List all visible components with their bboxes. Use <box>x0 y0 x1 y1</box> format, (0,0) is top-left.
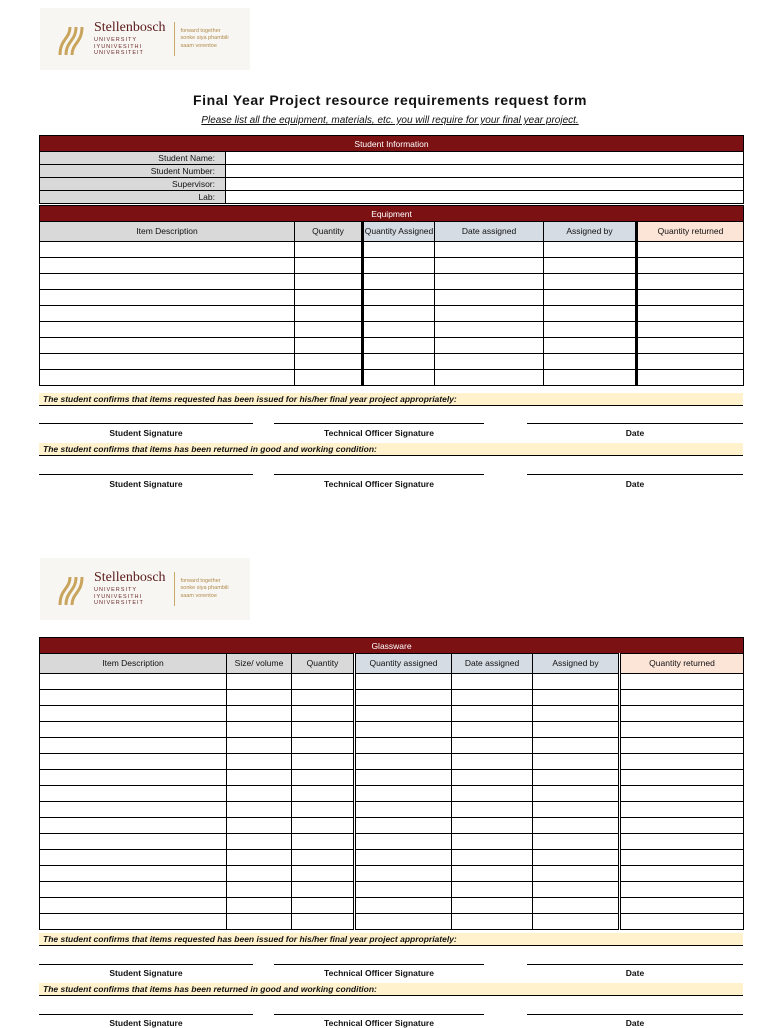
table-cell[interactable] <box>40 242 295 258</box>
table-cell[interactable] <box>544 274 637 290</box>
student-signature-label: Student Signature <box>109 1018 183 1028</box>
table-cell[interactable] <box>227 722 292 738</box>
table-cell[interactable] <box>292 690 355 706</box>
table-cell[interactable] <box>533 770 620 786</box>
table-cell[interactable] <box>355 754 452 770</box>
table-cell[interactable] <box>544 258 637 274</box>
logo-tagline: sonke siya phambili <box>180 35 229 42</box>
student-signature-label: Student Signature <box>109 428 183 438</box>
table-cell[interactable] <box>620 834 744 850</box>
student-signature-line[interactable] <box>39 1014 253 1015</box>
table-cell[interactable] <box>452 866 533 882</box>
table-cell[interactable] <box>363 274 435 290</box>
logo-sub-line: UNIVERSITEIT <box>94 600 144 607</box>
table-cell[interactable] <box>227 866 292 882</box>
col-item-description: Item Description <box>40 222 295 242</box>
officer-signature-label: Technical Officer Signature <box>324 428 434 438</box>
date-label: Date <box>625 1018 645 1028</box>
table-cell[interactable] <box>40 738 227 754</box>
table-cell[interactable] <box>620 898 744 914</box>
table-cell[interactable] <box>544 370 637 386</box>
table-row <box>40 898 744 914</box>
col-quantity: Quantity <box>295 222 363 242</box>
table-cell[interactable] <box>40 914 227 930</box>
table-cell[interactable] <box>355 882 452 898</box>
table-row <box>40 690 744 706</box>
table-cell[interactable] <box>533 898 620 914</box>
table-cell[interactable] <box>637 242 744 258</box>
table-cell[interactable] <box>227 674 292 690</box>
table-cell[interactable] <box>227 738 292 754</box>
form-title: Final Year Project resource requirements request form <box>192 92 588 108</box>
university-crest-icon <box>56 569 88 609</box>
student-number-label: Student Number: <box>40 165 226 178</box>
table-cell[interactable] <box>637 258 744 274</box>
officer-signature-line[interactable] <box>274 964 484 965</box>
table-row <box>40 786 744 802</box>
table-cell[interactable] <box>355 914 452 930</box>
logo-sub-line: IYUNIVESITHI <box>94 593 143 600</box>
table-cell[interactable] <box>363 306 435 322</box>
table-cell[interactable] <box>620 738 744 754</box>
university-crest-icon <box>56 19 88 59</box>
col-size-volume: Size/ volume <box>227 654 292 674</box>
table-cell[interactable] <box>295 370 363 386</box>
table-row <box>40 738 744 754</box>
table-cell[interactable] <box>40 882 227 898</box>
table-cell[interactable] <box>355 866 452 882</box>
table-row <box>40 354 744 370</box>
table-cell[interactable] <box>295 306 363 322</box>
table-cell[interactable] <box>544 290 637 306</box>
table-cell[interactable] <box>295 290 363 306</box>
table-cell[interactable] <box>363 322 435 338</box>
table-cell[interactable] <box>40 818 227 834</box>
table-row <box>40 706 744 722</box>
table-row <box>40 914 744 930</box>
issued-confirmation: The student confirms that items requested has been issued for his/her final year project appropriately: <box>39 933 743 946</box>
logo-divider <box>174 572 175 606</box>
table-cell[interactable] <box>637 306 744 322</box>
table-cell[interactable] <box>355 674 452 690</box>
table-cell[interactable] <box>292 722 355 738</box>
table-cell[interactable] <box>292 786 355 802</box>
table-cell[interactable] <box>533 786 620 802</box>
table-cell[interactable] <box>295 242 363 258</box>
table-row <box>40 306 744 322</box>
table-cell[interactable] <box>40 338 295 354</box>
table-cell[interactable] <box>620 818 744 834</box>
table-cell[interactable] <box>292 674 355 690</box>
lab-label: Lab: <box>40 191 226 204</box>
returned-confirmation: The student confirms that items has been returned in good and working condition: <box>39 983 743 996</box>
table-cell[interactable] <box>452 818 533 834</box>
table-row <box>40 818 744 834</box>
table-cell[interactable] <box>533 818 620 834</box>
logo-tagline: saam vorentoe <box>180 592 217 599</box>
col-quantity-assigned: Quantity Assigned <box>363 222 435 242</box>
col-quantity-returned: Quantity returned <box>637 222 744 242</box>
date-label: Date <box>625 479 645 489</box>
table-cell[interactable] <box>452 914 533 930</box>
table-cell[interactable] <box>533 882 620 898</box>
table-cell[interactable] <box>533 850 620 866</box>
table-cell[interactable] <box>40 354 295 370</box>
table-cell[interactable] <box>620 786 744 802</box>
table-row <box>40 722 744 738</box>
table-cell[interactable] <box>452 898 533 914</box>
table-cell[interactable] <box>292 738 355 754</box>
table-cell[interactable] <box>292 914 355 930</box>
supervisor-field[interactable] <box>226 178 744 191</box>
table-cell[interactable] <box>452 754 533 770</box>
table-cell[interactable] <box>435 370 544 386</box>
table-cell[interactable] <box>435 290 544 306</box>
table-cell[interactable] <box>292 754 355 770</box>
table-cell[interactable] <box>227 802 292 818</box>
university-logo <box>40 8 250 70</box>
logo-sub-line: UNIVERSITY <box>94 586 138 593</box>
glassware-heading: Glassware <box>40 638 744 654</box>
officer-signature-label: Technical Officer Signature <box>324 968 434 978</box>
logo-divider <box>174 22 175 56</box>
equipment-heading: Equipment <box>40 206 744 222</box>
logo-name: Stellenbosch <box>94 19 166 35</box>
table-cell[interactable] <box>355 770 452 786</box>
university-logo <box>40 558 250 620</box>
table-cell[interactable] <box>452 786 533 802</box>
table-cell[interactable] <box>363 242 435 258</box>
table-cell[interactable] <box>452 834 533 850</box>
table-cell[interactable] <box>40 866 227 882</box>
table-cell[interactable] <box>227 914 292 930</box>
table-cell[interactable] <box>452 722 533 738</box>
col-date-assigned: Date assigned <box>452 654 533 674</box>
date-line[interactable] <box>527 1014 743 1015</box>
returned-confirmation: The student confirms that items has been returned in good and working condition: <box>39 443 743 456</box>
table-cell[interactable] <box>533 834 620 850</box>
table-cell[interactable] <box>295 354 363 370</box>
table-row <box>40 882 744 898</box>
table-cell[interactable] <box>292 834 355 850</box>
table-cell[interactable] <box>355 898 452 914</box>
logo-sub-line: UNIVERSITY <box>94 36 138 43</box>
table-cell[interactable] <box>452 882 533 898</box>
table-cell[interactable] <box>227 706 292 722</box>
table-cell[interactable] <box>355 722 452 738</box>
table-cell[interactable] <box>40 370 295 386</box>
table-cell[interactable] <box>544 306 637 322</box>
table-cell[interactable] <box>363 258 435 274</box>
col-date-assigned: Date assigned <box>435 222 544 242</box>
table-cell[interactable] <box>637 354 744 370</box>
logo-tagline: sonke siya phambili <box>180 585 229 592</box>
table-row <box>40 674 744 690</box>
table-row <box>40 242 744 258</box>
student-number-field[interactable] <box>226 165 744 178</box>
table-cell[interactable] <box>292 802 355 818</box>
col-assigned-by: Assigned by <box>544 222 637 242</box>
table-cell[interactable] <box>533 754 620 770</box>
table-cell[interactable] <box>227 770 292 786</box>
table-cell[interactable] <box>227 754 292 770</box>
table-cell[interactable] <box>544 242 637 258</box>
logo-tagline: saam vorentoe <box>180 42 217 49</box>
table-row <box>40 754 744 770</box>
table-cell[interactable] <box>295 322 363 338</box>
table-cell[interactable] <box>533 802 620 818</box>
table-cell[interactable] <box>452 850 533 866</box>
form-subtitle: Please list all the equipment, materials, etc. you will require for your final year project. <box>201 115 579 126</box>
table-cell[interactable] <box>292 818 355 834</box>
glassware-table <box>39 637 744 930</box>
table-row <box>40 290 744 306</box>
table-cell[interactable] <box>355 690 452 706</box>
student-signature-label: Student Signature <box>109 479 183 489</box>
table-cell[interactable] <box>533 722 620 738</box>
lab-field[interactable] <box>226 191 744 204</box>
col-quantity-returned: Quantity returned <box>620 654 744 674</box>
logo-tagline: forward together <box>180 577 221 584</box>
logo-sub-line: UNIVERSITEIT <box>94 50 144 57</box>
table-cell[interactable] <box>533 914 620 930</box>
student-name-field[interactable] <box>226 152 744 165</box>
table-cell[interactable] <box>40 690 227 706</box>
table-cell[interactable] <box>620 706 744 722</box>
student-info-heading: Student Information <box>40 136 744 152</box>
table-row <box>40 370 744 386</box>
student-signature-label: Student Signature <box>109 968 183 978</box>
table-cell[interactable] <box>637 274 744 290</box>
table-cell[interactable] <box>292 850 355 866</box>
table-cell[interactable] <box>40 850 227 866</box>
col-quantity-assigned: Quantity assigned <box>355 654 452 674</box>
table-cell[interactable] <box>227 818 292 834</box>
table-cell[interactable] <box>533 690 620 706</box>
student-name-label: Student Name: <box>40 152 226 165</box>
table-cell[interactable] <box>292 770 355 786</box>
table-cell[interactable] <box>363 370 435 386</box>
table-cell[interactable] <box>40 258 295 274</box>
table-cell[interactable] <box>452 770 533 786</box>
table-cell[interactable] <box>620 690 744 706</box>
col-quantity: Quantity <box>292 654 355 674</box>
table-cell[interactable] <box>227 850 292 866</box>
table-cell[interactable] <box>40 786 227 802</box>
table-cell[interactable] <box>40 802 227 818</box>
student-signature-line[interactable] <box>39 474 253 475</box>
date-label: Date <box>625 428 645 438</box>
student-signature-line[interactable] <box>39 964 253 965</box>
table-cell[interactable] <box>452 738 533 754</box>
table-cell[interactable] <box>637 322 744 338</box>
table-row <box>40 258 744 274</box>
table-cell[interactable] <box>40 770 227 786</box>
table-cell[interactable] <box>544 354 637 370</box>
student-info-table <box>39 135 744 204</box>
table-cell[interactable] <box>355 706 452 722</box>
table-cell[interactable] <box>533 706 620 722</box>
table-cell[interactable] <box>227 786 292 802</box>
table-cell[interactable] <box>355 802 452 818</box>
logo-name: Stellenbosch <box>94 569 166 585</box>
table-cell[interactable] <box>40 754 227 770</box>
col-item-description: Item Description <box>40 654 227 674</box>
table-row <box>40 802 744 818</box>
table-row <box>40 834 744 850</box>
table-cell[interactable] <box>435 322 544 338</box>
table-cell[interactable] <box>40 898 227 914</box>
officer-signature-label: Technical Officer Signature <box>324 1018 434 1028</box>
table-cell[interactable] <box>227 898 292 914</box>
table-cell[interactable] <box>227 690 292 706</box>
table-cell[interactable] <box>452 706 533 722</box>
table-cell[interactable] <box>620 850 744 866</box>
table-cell[interactable] <box>637 290 744 306</box>
table-cell[interactable] <box>435 274 544 290</box>
table-cell[interactable] <box>40 706 227 722</box>
table-cell[interactable] <box>620 770 744 786</box>
table-cell[interactable] <box>295 274 363 290</box>
table-cell[interactable] <box>40 722 227 738</box>
table-row <box>40 322 744 338</box>
table-cell[interactable] <box>620 674 744 690</box>
table-cell[interactable] <box>40 834 227 850</box>
table-cell[interactable] <box>544 338 637 354</box>
table-cell[interactable] <box>292 866 355 882</box>
officer-signature-line[interactable] <box>274 423 484 424</box>
supervisor-label: Supervisor: <box>40 178 226 191</box>
table-cell[interactable] <box>435 354 544 370</box>
table-cell[interactable] <box>435 242 544 258</box>
table-cell[interactable] <box>363 354 435 370</box>
table-cell[interactable] <box>637 370 744 386</box>
col-assigned-by: Assigned by <box>533 654 620 674</box>
officer-signature-line[interactable] <box>274 1014 484 1015</box>
table-row <box>40 850 744 866</box>
issued-confirmation: The student confirms that items requested has been issued for his/her final year project appropriately: <box>39 393 743 406</box>
table-cell[interactable] <box>452 802 533 818</box>
table-cell[interactable] <box>452 690 533 706</box>
table-cell[interactable] <box>355 786 452 802</box>
officer-signature-line[interactable] <box>274 474 484 475</box>
table-cell[interactable] <box>363 338 435 354</box>
table-cell[interactable] <box>227 882 292 898</box>
table-cell[interactable] <box>40 306 295 322</box>
table-cell[interactable] <box>355 834 452 850</box>
date-line[interactable] <box>527 423 743 424</box>
table-cell[interactable] <box>227 834 292 850</box>
table-cell[interactable] <box>355 738 452 754</box>
table-cell[interactable] <box>295 258 363 274</box>
table-cell[interactable] <box>40 290 295 306</box>
table-cell[interactable] <box>620 722 744 738</box>
table-cell[interactable] <box>355 850 452 866</box>
table-cell[interactable] <box>620 882 744 898</box>
date-label: Date <box>625 968 645 978</box>
table-cell[interactable] <box>620 802 744 818</box>
table-cell[interactable] <box>40 674 227 690</box>
table-cell[interactable] <box>292 882 355 898</box>
equipment-table <box>39 205 744 386</box>
table-cell[interactable] <box>533 866 620 882</box>
logo-sub-line: IYUNIVESITHI <box>94 43 143 50</box>
table-row <box>40 338 744 354</box>
officer-signature-label: Technical Officer Signature <box>324 479 434 489</box>
table-cell[interactable] <box>40 322 295 338</box>
table-cell[interactable] <box>620 754 744 770</box>
table-cell[interactable] <box>452 674 533 690</box>
table-cell[interactable] <box>620 914 744 930</box>
table-cell[interactable] <box>295 338 363 354</box>
date-line[interactable] <box>527 474 743 475</box>
table-cell[interactable] <box>292 706 355 722</box>
logo-tagline: forward together <box>180 27 221 34</box>
table-cell[interactable] <box>435 258 544 274</box>
table-cell[interactable] <box>355 818 452 834</box>
table-cell[interactable] <box>363 290 435 306</box>
table-row <box>40 274 744 290</box>
table-cell[interactable] <box>40 274 295 290</box>
table-cell[interactable] <box>620 866 744 882</box>
table-cell[interactable] <box>533 674 620 690</box>
table-cell[interactable] <box>435 306 544 322</box>
student-signature-line[interactable] <box>39 423 253 424</box>
table-cell[interactable] <box>292 898 355 914</box>
table-cell[interactable] <box>533 738 620 754</box>
table-row <box>40 770 744 786</box>
date-line[interactable] <box>527 964 743 965</box>
table-row <box>40 866 744 882</box>
table-cell[interactable] <box>544 322 637 338</box>
table-cell[interactable] <box>435 338 544 354</box>
table-cell[interactable] <box>637 338 744 354</box>
